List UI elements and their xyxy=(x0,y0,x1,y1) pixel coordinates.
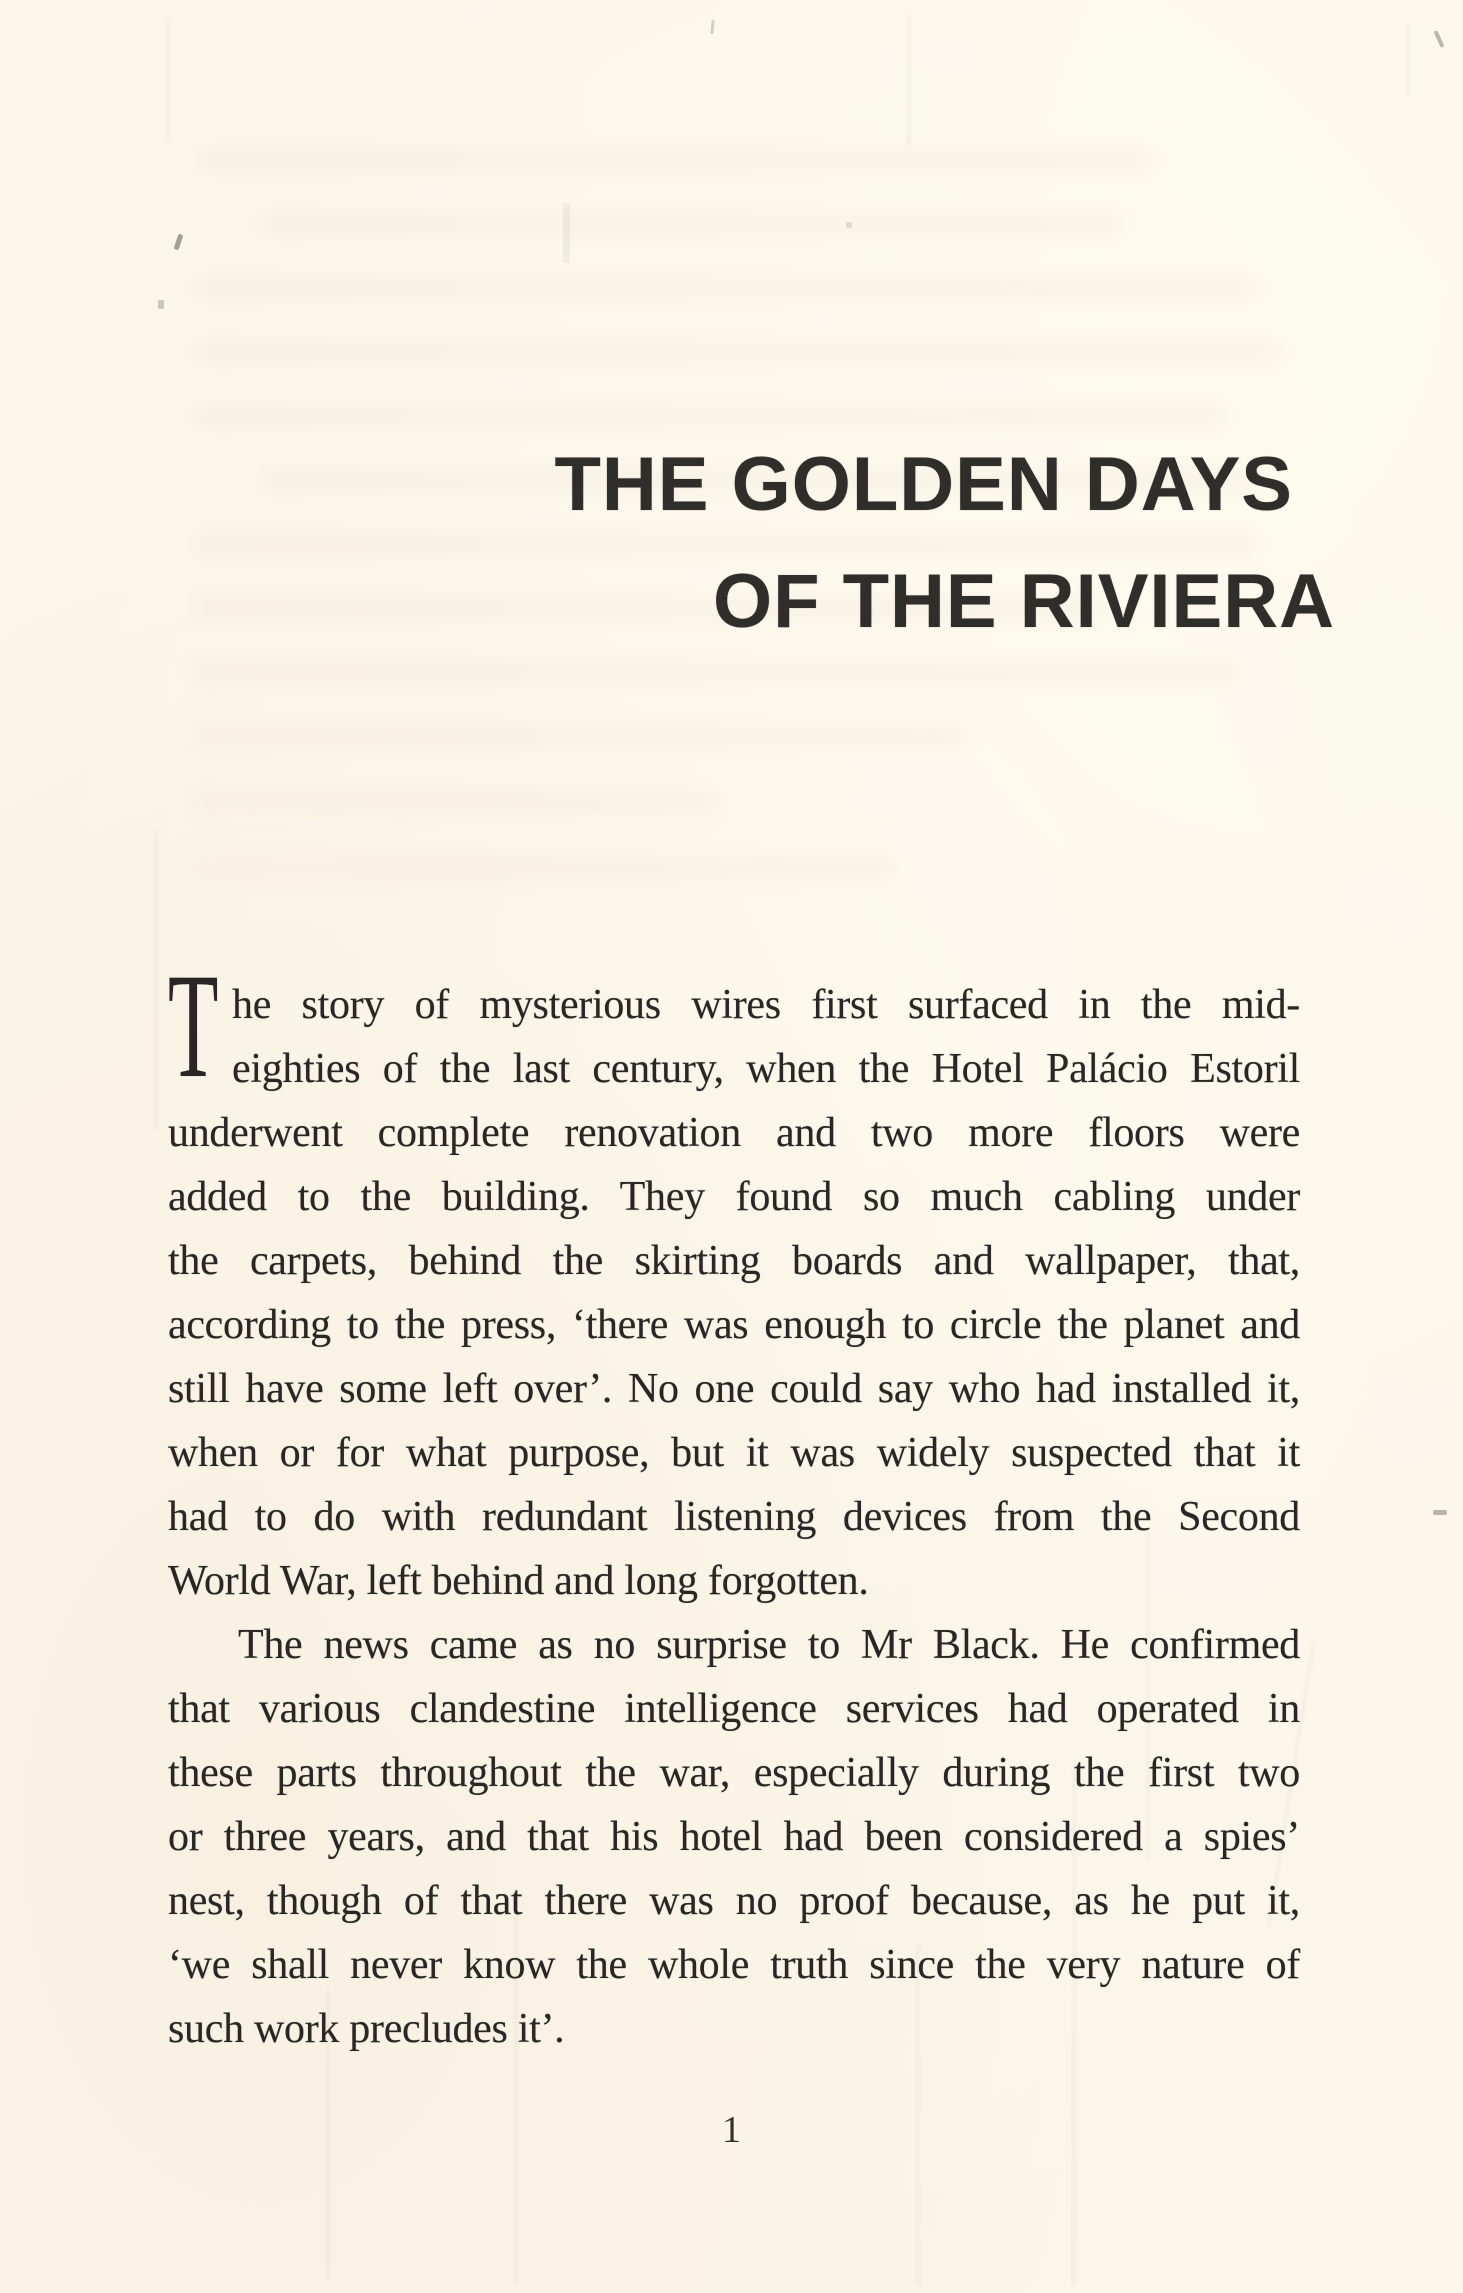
text-line: still have some left over’. No one could say who had installed it, xyxy=(168,1366,1300,1412)
page-number: 1 xyxy=(722,2109,741,2151)
scan-fleck xyxy=(563,203,570,263)
text-line: he story of mysterious wires first surfaced in the mid- xyxy=(232,982,1300,1028)
paragraph xyxy=(168,943,1300,1613)
text-line: The news came as no surprise to Mr Black. He confirmed xyxy=(238,1622,1300,1668)
text-line: nest, though of that there was no proof because, as he put it, xyxy=(168,1878,1300,1924)
ghost-text-stripe xyxy=(195,792,715,812)
chapter-title xyxy=(554,426,1335,660)
chapter-title-line-1: THE GOLDEN DAYS xyxy=(554,442,1293,527)
ghost-text-stripe xyxy=(195,342,1280,362)
ghost-text-stripe xyxy=(195,858,895,878)
paragraph xyxy=(168,1613,1300,2061)
ghost-text-stripe xyxy=(200,150,1150,170)
text-line: that various clandestine intelligence services had operated in xyxy=(168,1686,1300,1732)
text-line: such work precludes it’. xyxy=(168,2006,565,2052)
scan-fleck xyxy=(1433,1510,1447,1515)
scan-fleck xyxy=(846,222,852,228)
ghost-text-stripe xyxy=(195,726,965,746)
drop-cap: T xyxy=(168,943,219,1109)
text-line: according to the press, ‘there was enough to circle the planet and xyxy=(168,1302,1300,1348)
text-line: World War, left behind and long forgotten. xyxy=(168,1558,869,1604)
text-line: or three years, and that his hotel had been considered a spies’ xyxy=(168,1814,1300,1860)
text-line: when or for what purpose, but it was widely suspected that it xyxy=(168,1430,1300,1476)
scan-fleck xyxy=(174,234,184,251)
text-line: added to the building. They found so much cabling under xyxy=(168,1174,1300,1220)
body-text xyxy=(168,943,1300,2061)
text-line: these parts throughout the war, especially during the first two xyxy=(168,1750,1300,1796)
text-line: the carpets, behind the skirting boards and wallpaper, that, xyxy=(168,1238,1300,1284)
scan-crease xyxy=(155,830,157,1130)
ghost-text-stripe xyxy=(260,214,1120,234)
ghost-text-stripe xyxy=(195,662,1235,682)
scan-fleck xyxy=(1433,30,1444,48)
scan-fleck xyxy=(710,20,714,34)
scan-crease xyxy=(1407,25,1409,95)
text-line: had to do with redundant listening devices from the Second xyxy=(168,1494,1300,1540)
ghost-text-stripe xyxy=(195,278,1255,298)
scan-crease xyxy=(167,20,169,140)
text-line: ‘we shall never know the whole truth since the very nature of xyxy=(168,1942,1300,1988)
scan-fleck xyxy=(158,300,164,309)
chapter-title-line-2: OF THE RIVIERA xyxy=(712,559,1335,644)
ghost-text-stripe xyxy=(195,406,1225,426)
scan-crease xyxy=(908,15,910,145)
text-line: underwent complete renovation and two more floors were xyxy=(168,1110,1300,1156)
text-line: eighties of the last century, when the Hotel Palácio Estoril xyxy=(232,1046,1300,1092)
